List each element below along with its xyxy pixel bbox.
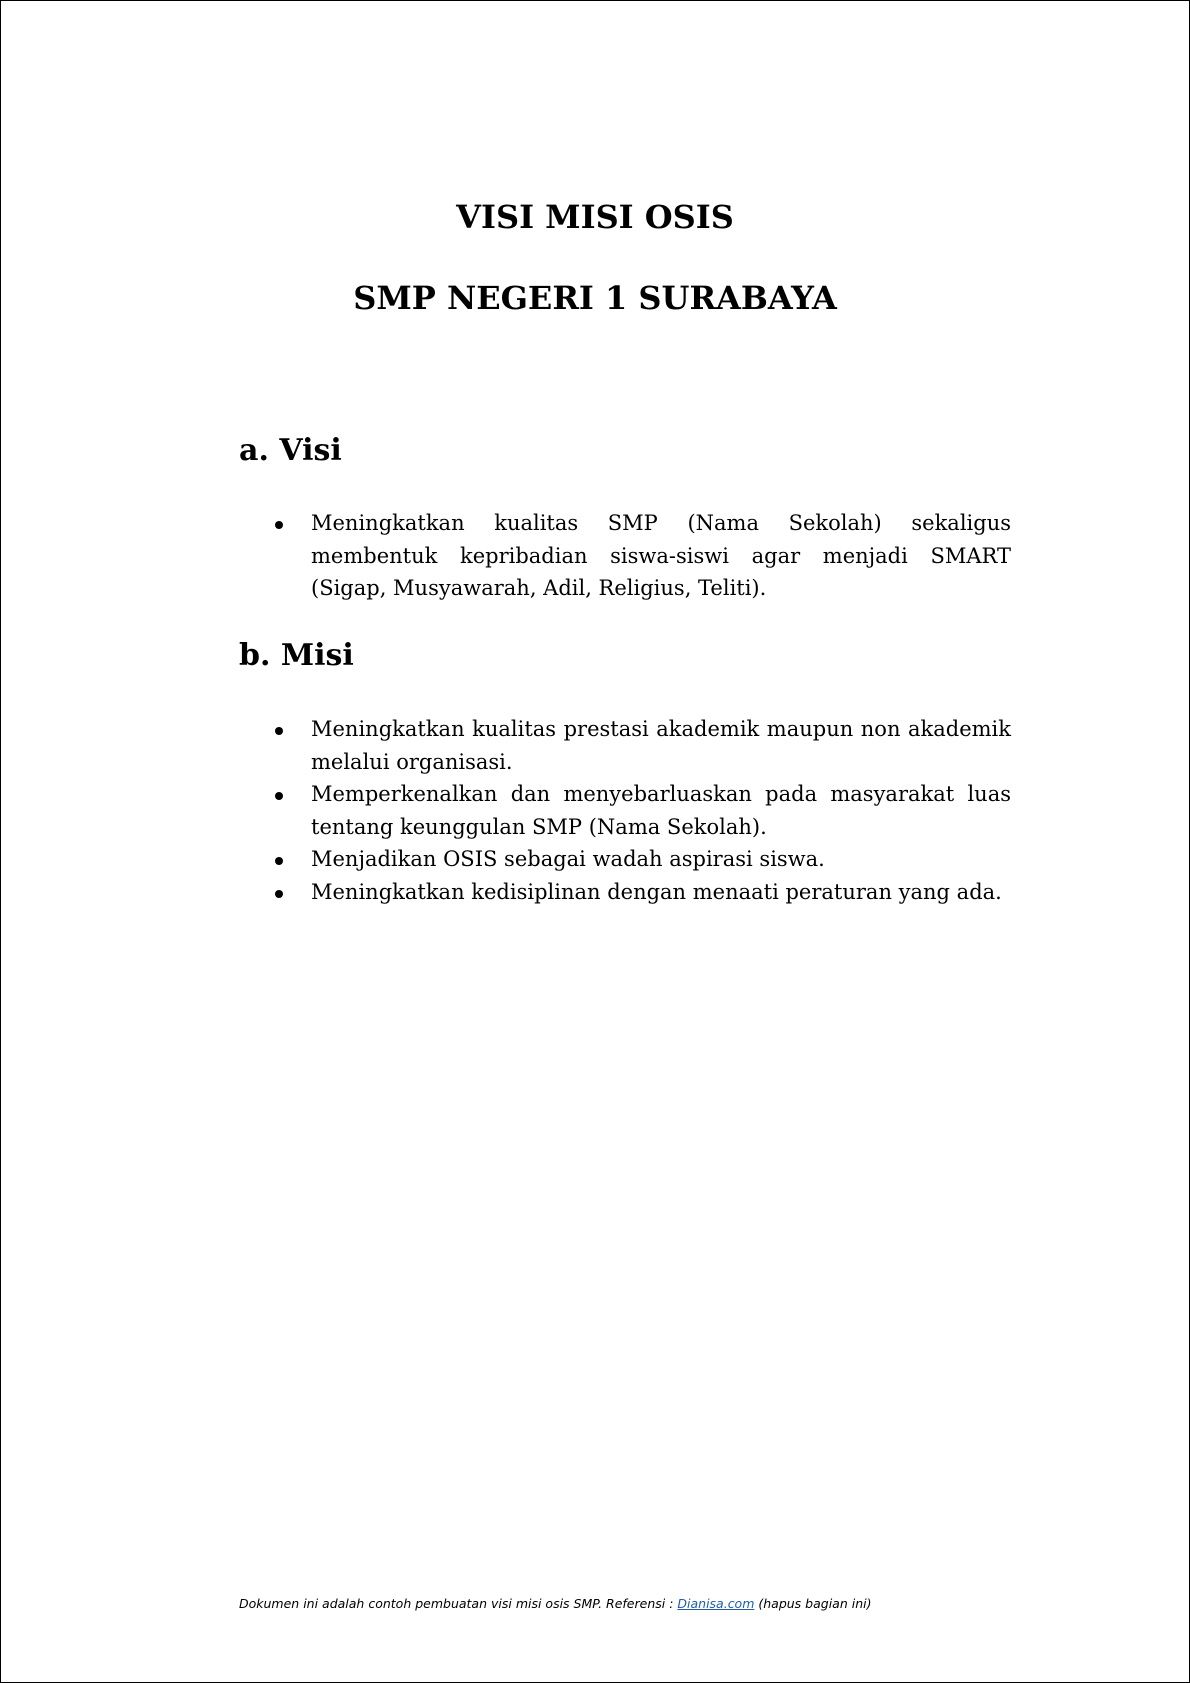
list-item [239, 876, 1011, 909]
list-item-text: Menjadikan OSIS sebagai wadah aspirasi siswa. [311, 847, 825, 871]
visi-heading: a. Visi [239, 433, 342, 468]
list-item [239, 713, 1011, 778]
list-item [239, 843, 1011, 876]
list-item-text: Meningkatkan kualitas prestasi akademik maupun non akademik melalui organisasi. [311, 717, 1011, 774]
list-item [239, 778, 1011, 843]
misi-list [239, 713, 1011, 908]
visi-list [239, 507, 1011, 605]
document-subtitle: SMP NEGERI 1 SURABAYA [353, 279, 837, 317]
misi-heading: b. Misi [239, 638, 354, 673]
reference-link[interactable]: Dianisa.com [677, 1596, 755, 1611]
footer-note [239, 1595, 871, 1613]
bullet-icon [275, 890, 283, 898]
list-item-text: Meningkatkan kedisiplinan dengan menaati peraturan yang ada. [311, 879, 1002, 904]
bullet-icon [275, 727, 283, 735]
list-item-text: Meningkatkan kualitas SMP (Nama Sekolah) sekaligus membentuk kepribadian siswa-siswi agar menjadi SMART (Sigap, Musyawarah, Adil, Religius, Teliti). [311, 511, 1011, 600]
list-item-text: Memperkenalkan dan menyebarluaskan pada masyarakat luas tentang keunggulan SMP (Nama Sekolah). [311, 782, 1011, 839]
bullet-icon [275, 521, 283, 529]
footer-text: Dokumen ini adalah contoh pembuatan visi misi osis SMP. Referensi : [239, 1596, 678, 1611]
list-item [239, 507, 1011, 605]
footer-text-suffix: (hapus bagian ini) [754, 1596, 872, 1611]
bullet-icon [275, 792, 283, 800]
document-title: VISI MISI OSIS [456, 198, 734, 236]
bullet-icon [275, 857, 283, 865]
